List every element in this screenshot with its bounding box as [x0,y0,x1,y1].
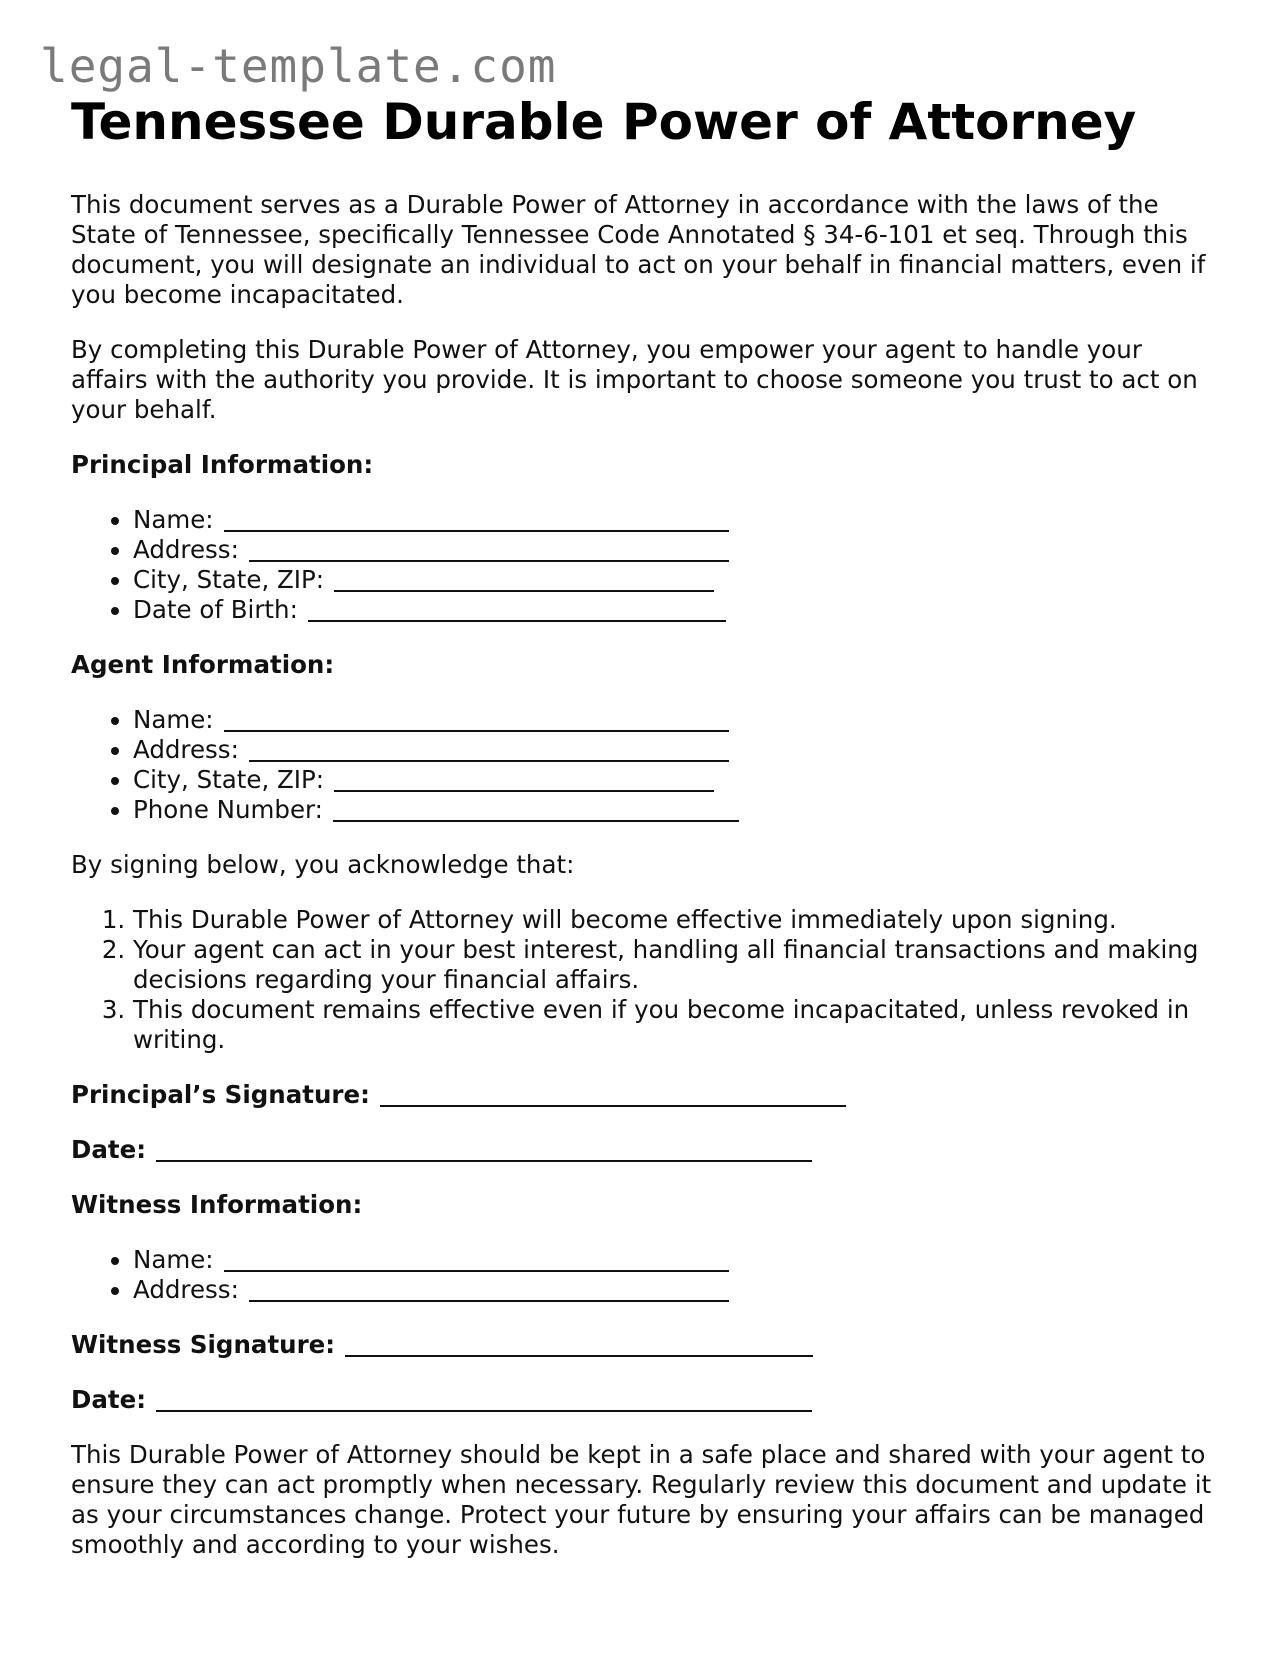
principal-address-field [133,535,1221,565]
witness-date-blank[interactable] [156,1409,812,1412]
field-label: Name: [133,1245,214,1274]
principal-date-line [71,1135,1221,1165]
principal-city-field [133,565,1221,595]
agent-city-field [133,765,1221,795]
witness-address-field [133,1275,1221,1305]
principal-dob-blank[interactable] [308,619,726,622]
field-label: Address: [133,1275,239,1304]
document-page [71,90,1221,1585]
principal-dob-field [133,595,1221,625]
intro-paragraph: By completing this Durable Power of Attorney, you empower your agent to handle your affairs with the authority you provide. It is important to choose someone you trust to act on your behalf. [71,335,1198,424]
acknowledge-item: 2. Your agent can act in your best interest, handling all financial transactions and making decisions regarding your financial affairs. [133,935,1221,995]
acknowledge-item: 3. This document remains effective even if you become incapacitated, unless revoked in writing. [133,995,1221,1055]
agent-name-blank[interactable] [224,729,729,732]
principal-signature-label: Principal’s Signature: [71,1080,370,1109]
agent-name-field [133,705,1221,735]
field-label: Address: [133,535,239,564]
principal-name-field [133,505,1221,535]
agent-heading: Agent Information: [71,650,335,679]
principal-date-blank[interactable] [156,1159,812,1162]
field-label: Phone Number: [133,795,323,824]
closing-paragraph: This Durable Power of Attorney should be kept in a safe place and shared with your agent to ensure they can act promptly when necessary. Regularly review this document and update it as your circumstances change. Protect your future by ensuring your affairs can be managed smoothly and according to your wishes. [71,1440,1212,1559]
agent-address-field [133,735,1221,765]
acknowledge-item: 1. This Durable Power of Attorney will become effective immediately upon signing. [133,905,1221,935]
witness-signature-line [71,1330,1221,1360]
acknowledge-lead: By signing below, you acknowledge that: [71,850,575,879]
field-label: Name: [133,505,214,534]
field-label: Name: [133,705,214,734]
witness-address-blank[interactable] [249,1299,729,1302]
principal-address-blank[interactable] [249,559,729,562]
agent-phone-blank[interactable] [333,819,739,822]
field-label: Date of Birth: [133,595,298,624]
witness-name-field [133,1245,1221,1275]
acknowledge-list [71,905,1221,1055]
field-label: City, State, ZIP: [133,765,325,794]
field-label: City, State, ZIP: [133,565,325,594]
witness-fields [71,1245,1221,1305]
principal-signature-blank[interactable] [380,1104,846,1107]
principal-fields [71,505,1221,625]
watermark: legal-template.com [40,39,557,93]
witness-signature-blank[interactable] [345,1354,813,1357]
principal-name-blank[interactable] [224,529,729,532]
agent-address-blank[interactable] [249,759,729,762]
field-label: Address: [133,735,239,764]
witness-signature-label: Witness Signature: [71,1330,336,1359]
principal-signature-line [71,1080,1221,1110]
date-label: Date: [71,1135,146,1164]
agent-phone-field [133,795,1221,825]
principal-heading: Principal Information: [71,450,374,479]
document-title: Tennessee Durable Power of Attorney [71,93,1137,151]
intro-paragraph: This document serves as a Durable Power of Attorney in accordance with the laws of the State of Tennessee, specifically Tennessee Code Annotated § 34-6-101 et seq. Through this document, you will designate an individual to act on your behalf in financial matters, even if you become incapacitated. [71,190,1206,309]
agent-city-blank[interactable] [334,789,714,792]
witness-name-blank[interactable] [224,1269,729,1272]
agent-fields [71,705,1221,825]
principal-city-blank[interactable] [334,589,714,592]
date-label: Date: [71,1385,146,1414]
witness-date-line [71,1385,1221,1415]
witness-heading: Witness Information: [71,1190,363,1219]
